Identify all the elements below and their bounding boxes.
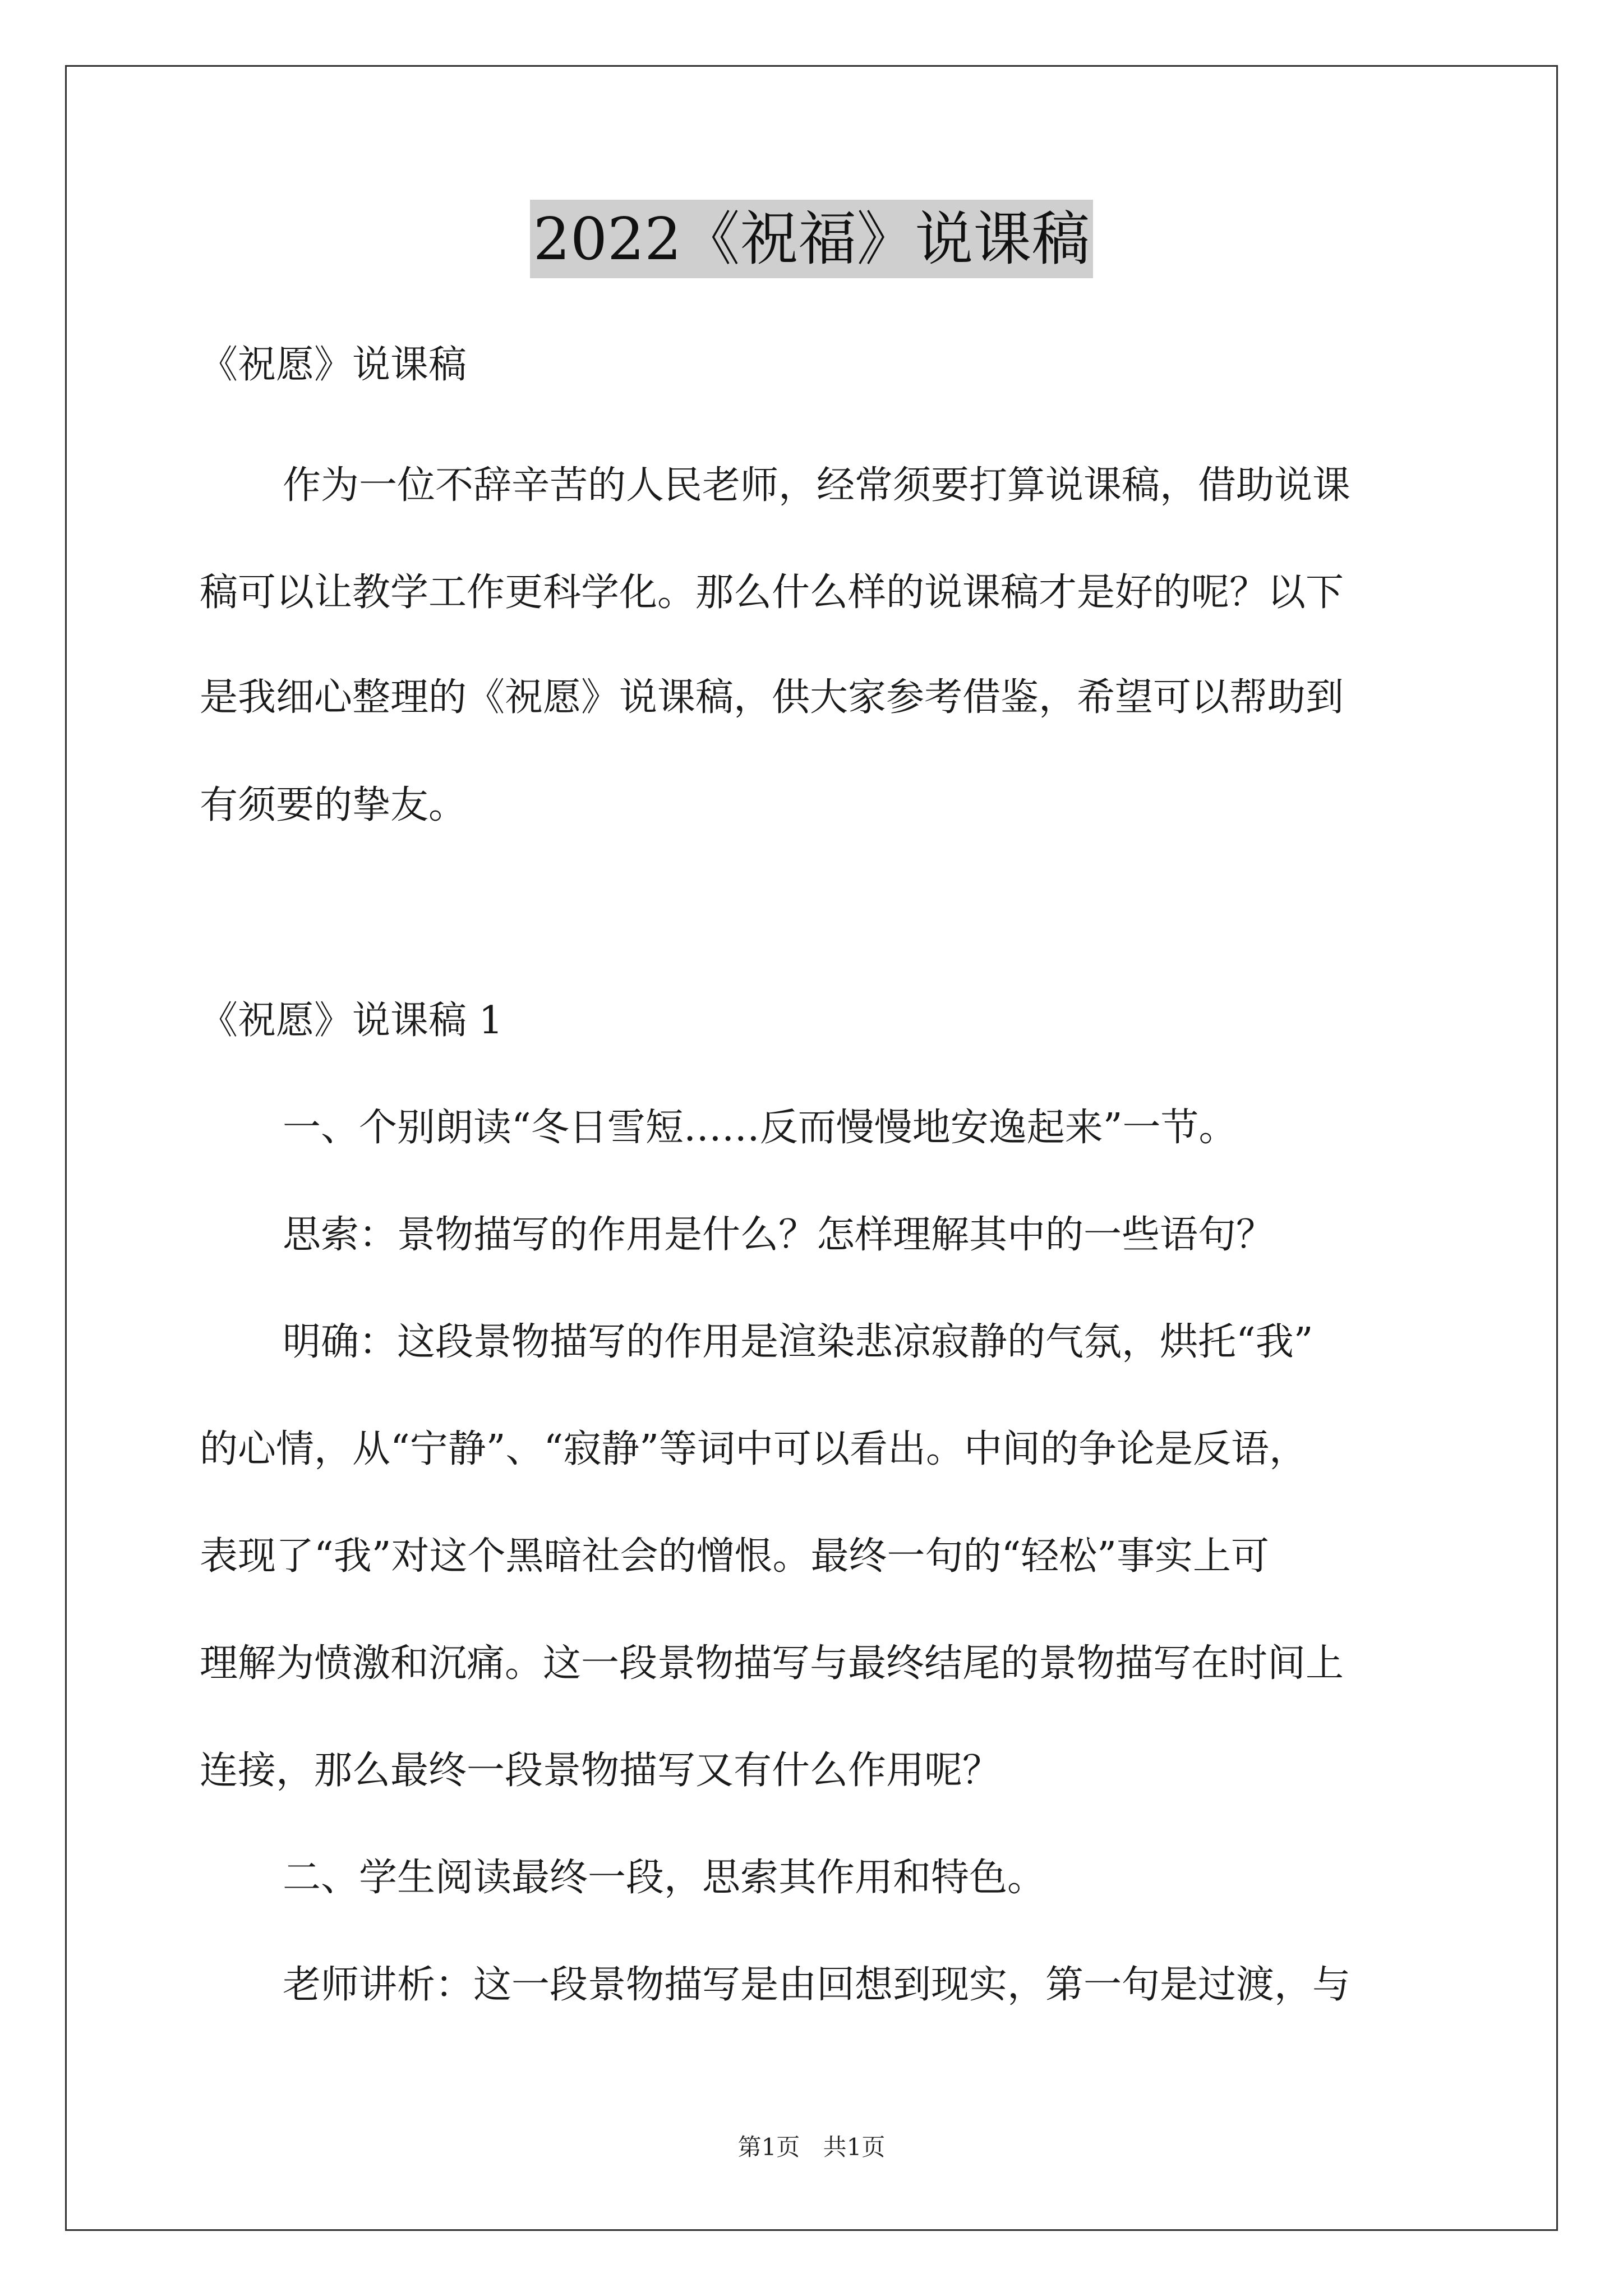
document-title: 2022《祝福》说课稿 [530, 200, 1094, 278]
paragraph-line: 二、学生阅读最终一段，思索其作用和特色。 [283, 1856, 1046, 1900]
paragraph-line: 的心情，从“宁静”、“寂静”等词中可以看出。中间的争论是反语， [200, 1427, 1308, 1471]
paragraph-line: 老师讲析：这一段景物描写是由回想到现实，第一句是过渡，与 [283, 1963, 1351, 2007]
title-container [0, 200, 1623, 278]
paragraph-line: 有须要的挚友。 [200, 783, 467, 827]
page-number-total: 共1页 [823, 2133, 886, 2161]
paragraph-line: 是我细心整理的《祝愿》说课稿，供大家参考借鉴，希望可以帮助到 [200, 675, 1344, 720]
paragraph-line: 《祝愿》说课稿 1 [200, 999, 503, 1043]
page-footer [0, 2131, 1623, 2164]
paragraph-line: 明确：这段景物描写的作用是渲染悲凉寂静的气氛，烘托“我” [283, 1320, 1313, 1364]
paragraph-line: 理解为愤激和沉痛。这一段景物描写与最终结尾的景物描写在时间上 [200, 1641, 1344, 1686]
paragraph-line: 稿可以让教学工作更科学化。那么什么样的说课稿才是好的呢？以下 [200, 570, 1344, 615]
paragraph-line: 表现了“我”对这个黑暗社会的憎恨。最终一句的“轻松”事实上可 [200, 1534, 1270, 1579]
page-number-current: 第1页 [737, 2133, 800, 2161]
paragraph-line: 思索：景物描写的作用是什么？怎样理解其中的一些语句？ [283, 1213, 1275, 1257]
paragraph-line: 一、个别朗读“冬日雪短……反而慢慢地安逸起来”一节。 [283, 1106, 1237, 1150]
paragraph-line: 连接，那么最终一段景物描写又有什么作用呢？ [200, 1749, 1001, 1793]
paragraph-line: 《祝愿》说课稿 [200, 343, 467, 387]
paragraph-line: 作为一位不辞辛苦的人民老师，经常须要打算说课稿，借助说课 [283, 463, 1351, 508]
